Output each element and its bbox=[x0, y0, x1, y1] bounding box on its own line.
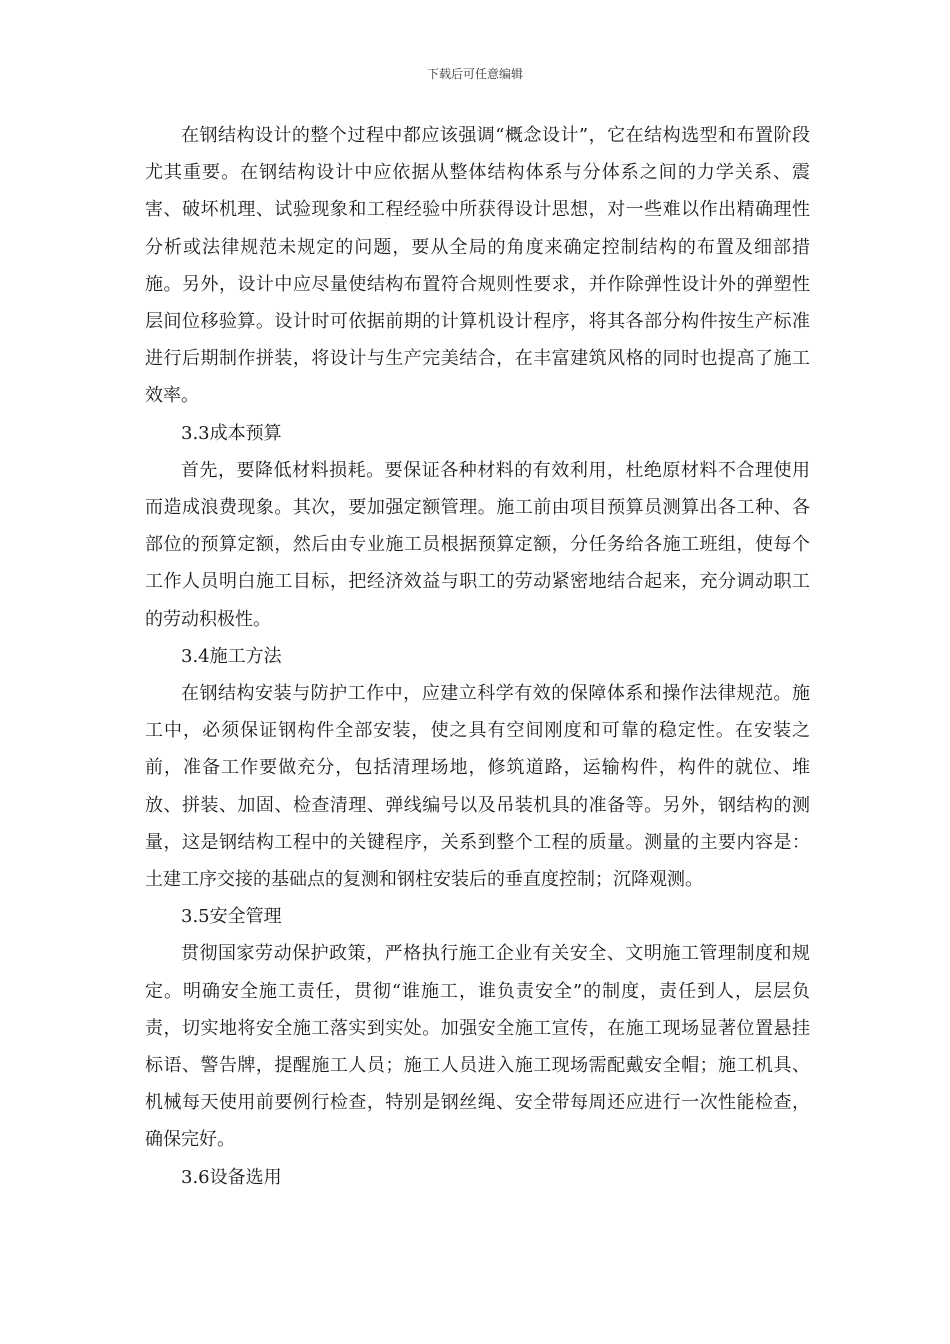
document-body bbox=[145, 117, 810, 1196]
section-heading-cost-budget: 3.3成本预算 bbox=[181, 422, 282, 444]
section-heading-safety-management: 3.5安全管理 bbox=[181, 906, 282, 928]
paragraph-construction-method: 在钢结构安装与防护工作中，应建立科学有效的保障体系和操作法律规范。施工中，必须保证钢构件全部安装，使之具有空间刚度和可靠的稳定性。在安装之前，准备工作要做充分，包括清理场地，修筑道路，运输构件，构件的就位、堆放、拼装、加固、检查清理、弹线编号以及吊装机具的准备等。另外，钢结构的测量，这是钢结构工程中的关键程序，关系到整个工程的质量。测量的主要内容是：土建工序交接的基础点的复测和钢柱安装后的垂直度控制；沉降观测。 bbox=[145, 683, 810, 891]
paragraph-cost-budget: 首先，要降低材料损耗。要保证各种材料的有效利用，杜绝原材料不合理使用而造成浪费现象。其次，要加强定额管理。施工前由项目预算员测算出各工种、各部位的预算定额，然后由专业施工员根据预算定额，分任务给各施工班组，使每个工作人员明白施工目标，把经济效益与职工的劳动紧密地结合起来，充分调动职工的劳动积极性。 bbox=[145, 459, 810, 630]
section-heading-construction-method: 3.4施工方法 bbox=[181, 645, 282, 667]
paragraph-safety-management: 贯彻国家劳动保护政策，严格执行施工企业有关安全、文明施工管理制度和规定。明确安全施工责任，贯彻“谁施工，谁负责安全”的制度，责任到人，层层负责，切实地将安全施工落实到实处。加强安全施工宣传，在施工现场显著位置悬挂标语、警告牌，提醒施工人员；施工人员进入施工现场需配戴安全帽；施工机具、机械每天使用前要例行检查，特别是钢丝绳、安全带每周还应进行一次性能检查，确保完好。 bbox=[145, 943, 810, 1151]
page-header: 下载后可任意编辑 bbox=[426, 67, 523, 81]
paragraph-concept-design: 在钢结构设计的整个过程中都应该强调“概念设计”，它在结构选型和布置阶段尤其重要。在钢结构设计中应依据从整体结构体系与分体系之间的力学关系、震害、破坏机理、试验现象和工程经验中所获得设计思想，对一些难以作出精确理性分析或法律规范未规定的问题，要从全局的角度来确定控制结构的布置及细部措施。另外，设计中应尽量使结构布置符合规则性要求，并作除弹性设计外的弹塑性层间位移验算。设计时可依据前期的计算机设计程序，将其各部分构件按生产标准进行后期制作拼装，将设计与生产完美结合，在丰富建筑风格的同时也提高了施工效率。 bbox=[145, 125, 810, 407]
section-heading-equipment-selection: 3.6设备选用 bbox=[181, 1166, 282, 1188]
